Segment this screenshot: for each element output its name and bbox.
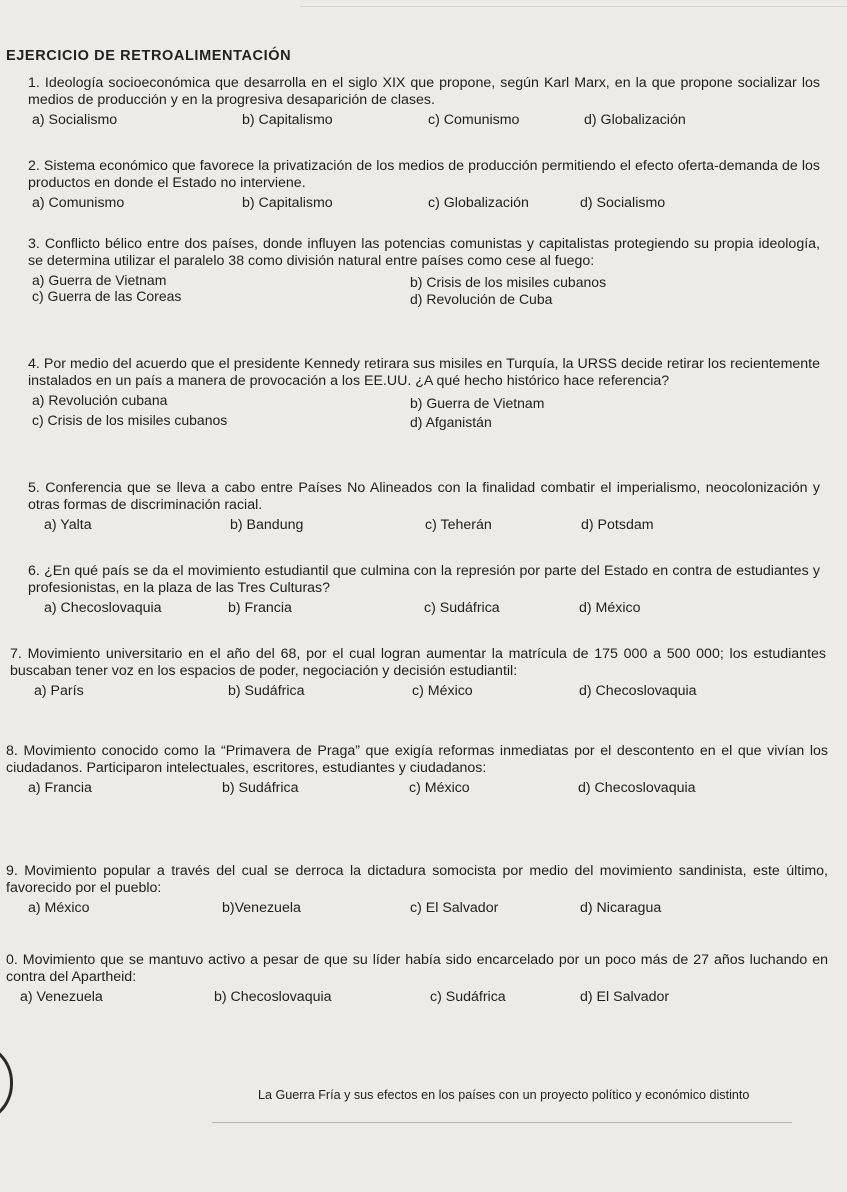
options-row [10, 683, 826, 701]
option-d: d) Checoslovaquia [579, 683, 697, 699]
option-d: d) Nicaragua [580, 900, 662, 916]
binder-arc [0, 1042, 13, 1124]
question-stem: 2. Sistema económico que favorece la privatización de los medios de producción permitiendo el efecto oferta-demanda de los productos en donde el Estado no interviene. [28, 158, 820, 191]
option-c: c) Sudáfrica [430, 989, 506, 1005]
option-b: b) Checoslovaquia [214, 989, 332, 1005]
option-a: a) México [28, 900, 90, 916]
option-d: d) Socialismo [580, 195, 666, 211]
option-b: b) Guerra de Vietnam [410, 395, 545, 411]
option-c: c) Teherán [425, 517, 492, 533]
option-d: d) México [579, 600, 641, 616]
option-b: b) Sudáfrica [222, 780, 299, 796]
option-c: c) El Salvador [410, 900, 499, 916]
option-a: a) Socialismo [32, 112, 118, 128]
option-d: d) Globalización [584, 112, 686, 128]
options-row [6, 780, 828, 798]
question-stem: 5. Conferencia que se lleva a cabo entre Países No Alineados con la finalidad combatir el imperialismo, neocolonización y otras formas de discriminación racial. [28, 480, 820, 513]
question-stem: 3. Conflicto bélico entre dos países, donde influyen las potencias comunistas y capitalistas protegiendo su propia ideología, se determina utilizar el paralelo 38 como división natural entre países como cese al fuego: [28, 236, 820, 269]
option-a: a) Checoslovaquia [44, 600, 162, 616]
top-rule [300, 6, 847, 7]
question-7 [10, 646, 826, 701]
question-1 [28, 75, 820, 130]
option-a: a) Yalta [44, 517, 92, 533]
option-c: c) Crisis de los misiles cubanos [32, 412, 228, 428]
option-d: d) Potsdam [581, 517, 654, 533]
options-row [28, 600, 820, 618]
question-8 [6, 743, 828, 798]
question-10 [6, 952, 828, 1007]
option-a: a) Venezuela [20, 989, 103, 1005]
footer-rule [212, 1122, 792, 1123]
page-title: EJERCICIO DE RETROALIMENTACIÓN [6, 48, 292, 64]
options-row [28, 195, 820, 213]
option-d: d) Afganistán [410, 414, 492, 430]
question-6 [28, 563, 820, 618]
options-row [6, 900, 828, 918]
question-stem: 4. Por medio del acuerdo que el presidente Kennedy retirara sus misiles en Turquía, la URSS decide retirar los recientemente instalados en un país a manera de provocación a los EE.UU. ¿A qué hecho histórico hace referencia? [28, 356, 820, 389]
question-9 [6, 863, 828, 918]
option-b: b) Capitalismo [242, 195, 333, 211]
option-b: b) Crisis de los misiles cubanos [410, 274, 607, 290]
question-stem: 7. Movimiento universitario en el año del 68, por el cual logran aumentar la matrícula de 175 000 a 500 000; los estudiantes buscaban tener voz en los espacios de poder, negociación y decisión estudiantil: [10, 646, 826, 679]
option-b: b) Bandung [230, 517, 304, 533]
options-grid [28, 392, 820, 430]
question-stem: 0. Movimiento que se mantuvo activo a pesar de que su líder había sido encarcelado por un poco más de 27 años luchando en contra del Apartheid: [6, 952, 828, 985]
option-b: b) Capitalismo [242, 112, 333, 128]
option-b: b) Sudáfrica [228, 683, 305, 699]
option-d: d) Checoslovaquia [578, 780, 696, 796]
option-d: d) El Salvador [580, 989, 670, 1005]
option-a: a) París [34, 683, 84, 699]
option-c: c) Globalización [428, 195, 529, 211]
option-c: c) Sudáfrica [424, 600, 500, 616]
options-row [6, 989, 828, 1007]
option-a: a) Guerra de Vietnam [32, 272, 167, 288]
question-stem: 8. Movimiento conocido como la “Primavera de Praga” que exigía reformas inmediatas por el descontento en el que vivían los ciudadanos. Participaron intelectuales, escritores, estudiantes y ciudadanos: [6, 743, 828, 776]
option-d: d) Revolución de Cuba [410, 291, 553, 307]
footer-caption: La Guerra Fría y sus efectos en los países con un proyecto político y económico distinto [258, 1088, 750, 1102]
option-c: c) México [409, 780, 470, 796]
options-row [28, 517, 820, 535]
option-c: c) Comunismo [428, 112, 520, 128]
option-a: a) Comunismo [32, 195, 125, 211]
question-stem: 6. ¿En qué país se da el movimiento estudiantil que culmina con la represión por parte del Estado en contra de estudiantes y profesionistas, en la plaza de las Tres Culturas? [28, 563, 820, 596]
options-row [28, 112, 820, 130]
option-c: c) Guerra de las Coreas [32, 288, 182, 304]
question-2 [28, 158, 820, 213]
question-4 [28, 356, 820, 430]
options-grid [28, 272, 820, 306]
option-b: b) Francia [228, 600, 292, 616]
option-c: c) México [412, 683, 473, 699]
option-b: b)Venezuela [222, 900, 301, 916]
option-a: a) Francia [28, 780, 92, 796]
option-a: a) Revolución cubana [32, 392, 168, 408]
question-3 [28, 236, 820, 306]
question-stem: 1. Ideología socioeconómica que desarrolla en el siglo XIX que propone, según Karl Marx, en la que propone socializar los medios de producción y en la progresiva desaparición de clases. [28, 75, 820, 108]
question-stem: 9. Movimiento popular a través del cual se derroca la dictadura somocista por medio del movimiento sandinista, este último, favorecido por el pueblo: [6, 863, 828, 896]
question-5 [28, 480, 820, 535]
